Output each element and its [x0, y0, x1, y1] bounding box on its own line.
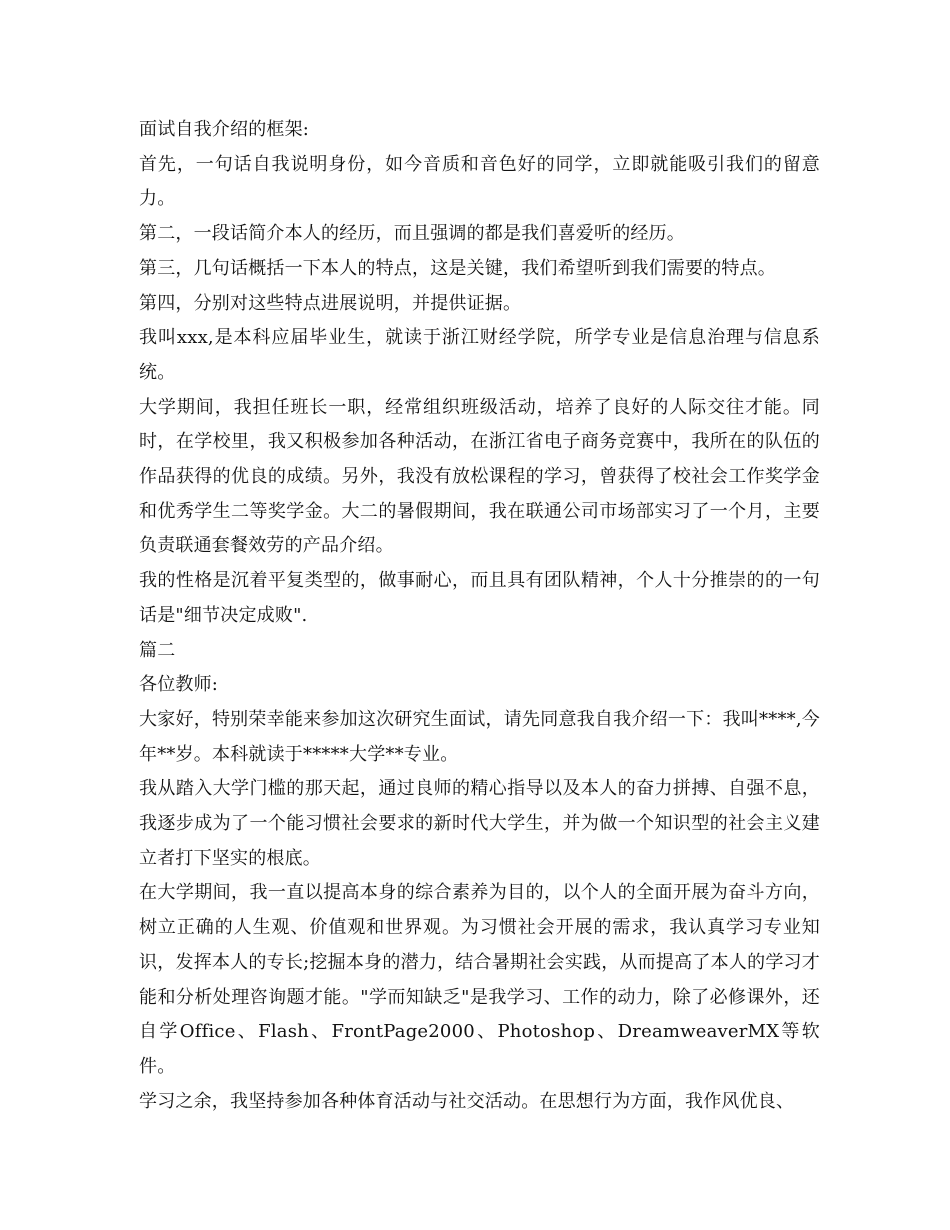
paragraph-university-experience: 大学期间，我担任班长一职，经常组织班级活动，培养了良好的人际交往才能。同时，在学校里，我又积极参加各种活动，在浙江省电子商务竞赛中，我所在的队伍的作品获得的优良的成绩。另外，我没有放松课程的学习，曾获得了校社会工作奖学金和优秀学生二等奖学金。大二的暑假期间，我在联通公司市场部实习了一个月，主要负责联通套餐效劳的产品介绍。: [139, 396, 820, 557]
paragraph-self-intro: 我叫xxx,是本科应届毕业生，就读于浙江财经学院，所学专业是信息治理与信息系统。: [139, 327, 820, 383]
paragraph-second-step: 第二，一段话简介本人的经历，而且强调的都是我们喜爱听的经历。: [139, 223, 685, 245]
document-body: [139, 113, 820, 1119]
paragraph-fourth-step: 第四，分别对这些特点进展说明，并提供证据。: [139, 292, 522, 314]
paragraph-personality: 我的性格是沉着平复类型的，做事耐心，而且具有团队精神，个人十分推崇的的一句话是"细节决定成败".: [139, 570, 820, 626]
paragraph-greeting: 大家好，特别荣幸能来参加这次研究生面试，请先同意我自我介绍一下：我叫****,今年**岁。本科就读于*****大学**专业。: [139, 708, 820, 765]
section-heading-part-two: 篇二: [139, 639, 176, 661]
paragraph-salutation: 各位教师:: [139, 674, 219, 696]
paragraph-framework-title: 面试自我介绍的框架:: [139, 119, 310, 140]
paragraph-activities: 学习之余，我坚持参加各种体育活动与社交活动。在思想行为方面，我作风优良、: [139, 1090, 795, 1112]
paragraph-growth: 我从踏入大学门槛的那天起，通过良师的精心指导以及本人的奋力拼搏、自强不息，我逐步成为了一个能习惯社会要求的新时代大学生，并为做一个知识型的社会主义建立者打下坚实的根底。: [139, 778, 820, 869]
paragraph-study-goals: 在大学期间，我一直以提高本身的综合素养为目的，以个人的全面开展为奋斗方向，树立正确的人生观、价值观和世界观。为习惯社会开展的需求，我认真学习专业知识，发挥本人的专长;挖掘本身的潜力，结合暑期社会实践，从而提高了本人的学习才能和分析处理咨询题才能。"学而知缺乏"是我学习、工作的动力，除了必修课外，还自学Office、Flash、FrontPage2000、Photoshop、DreamweaverMX等软件。: [139, 882, 820, 1077]
paragraph-third-step: 第三，几句话概括一下本人的特点，这是关键，我们希望听到我们需要的特点。: [139, 257, 776, 279]
paragraph-first-step: 首先，一句话自我说明身份，如今音质和音色好的同学，立即就能吸引我们的留意力。: [139, 153, 820, 210]
